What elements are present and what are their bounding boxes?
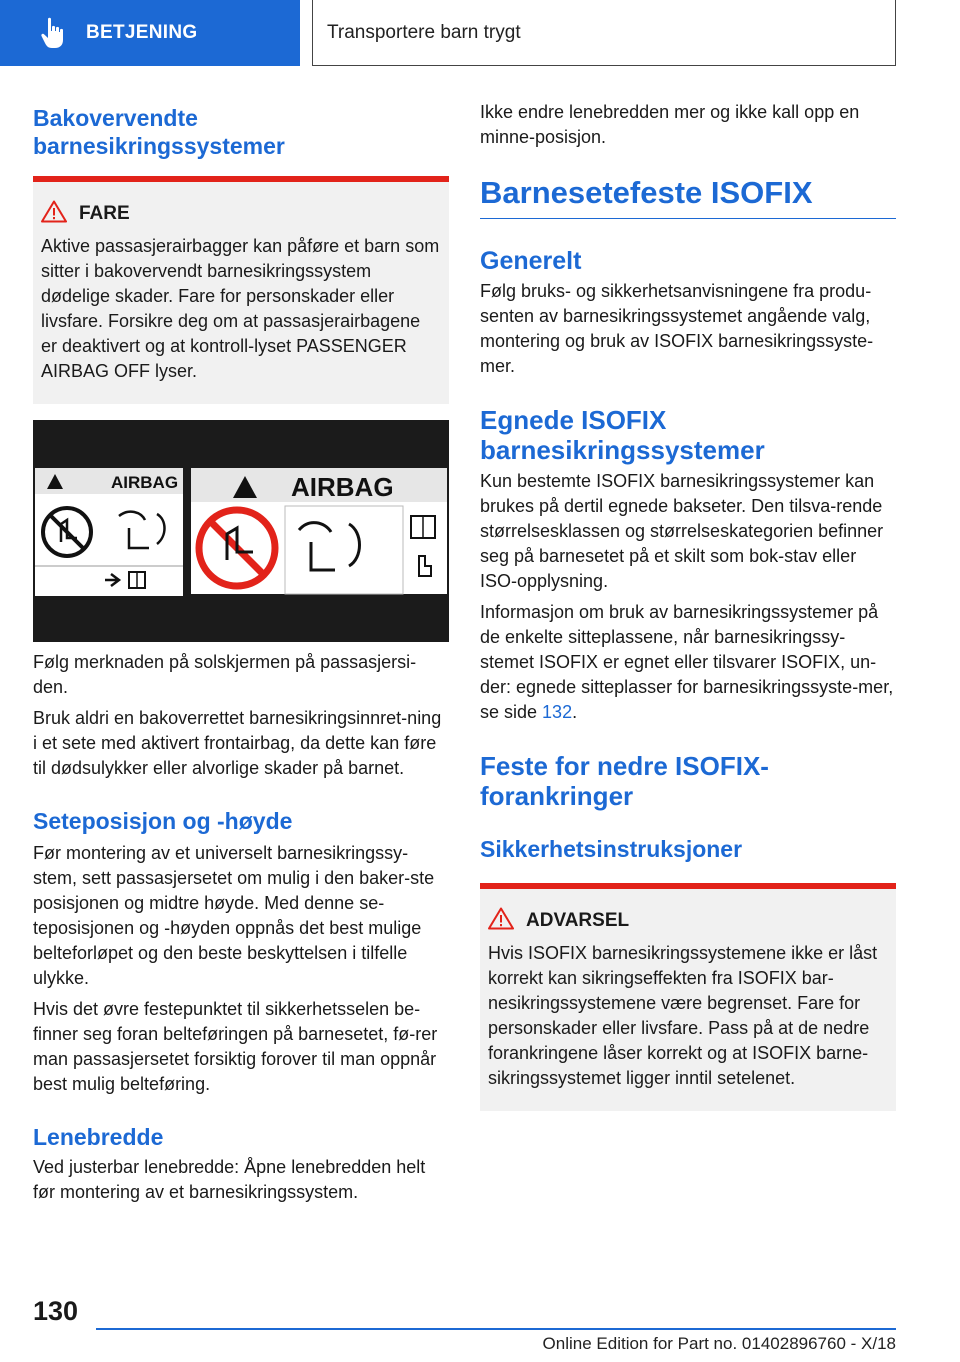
heading-egnede: Egnede ISOFIX barnesikringssystemer	[480, 405, 765, 465]
paragraph-informasjon: Informasjon om bruk av barnesikringssystemer på de enkelte sitteplassene, når barnesikringssy-stemet ISOFIX er egnet eller tilsvarer ISOFIX, un-der: egnede sitteplasser for barnesikringssyste-mer, se side 132.	[480, 602, 894, 722]
heading-generelt: Generelt	[480, 247, 582, 275]
chapter-title: Transportere barn trygt	[327, 21, 521, 43]
warning-triangle-icon	[41, 200, 67, 228]
hand-pointer-icon	[36, 15, 72, 51]
footer-divider	[96, 1328, 896, 1330]
heading-feste: Feste for nedre ISOFIX-forankringer	[480, 751, 769, 811]
airbag-small-label: AIRBAG	[111, 473, 179, 492]
section-tab[interactable]	[0, 0, 300, 66]
advarsel-title: ADVARSEL	[526, 910, 630, 931]
page-number: 130	[33, 1296, 79, 1326]
airbag-label-figure	[33, 420, 449, 642]
paragraph-informasjon-text: Informasjon om bruk av barnesikringssystemer på de enkelte sitteplassene, når barnesikringssy-stemet ISOFIX er egnet eller tilsvarer ISOFIX, un-der: egnede sitteplasser for barnesikringssyste-mer, se side	[480, 602, 894, 722]
airbag-label-illustration	[33, 420, 449, 642]
chapter-header	[312, 0, 896, 66]
page-link-132[interactable]: 132	[542, 702, 573, 722]
danger-box	[33, 176, 449, 404]
heading-sikkerhet: Sikkerhetsinstruksjoner	[480, 836, 743, 862]
left-column	[33, 100, 449, 1205]
warning-triangle-icon	[488, 907, 514, 935]
danger-text: Aktive passasjerairbagger kan påføre et barn som sitter i bakovervendt barnesikringssystem dødelige skader. Fare for personskader eller livsfare. Forsikre deg om at passasjerairbagene er deaktivert og at kontroll-lyset PASSENGER AIRBAG OFF lyser.	[41, 236, 440, 381]
danger-title: FARE	[79, 203, 130, 224]
paragraph-lenebredde: Ved justerbar lenebredde: Åpne lenebredden helt før montering av et barnesikringssystem.	[33, 1157, 426, 1202]
paragraph-montering: Før montering av et universelt barnesikringssy-stem, sett passasjersetet om mulig i den baker-ste posisjonen og midtre høyde. Med denne se-teposisjonen og -høyden oppnås det best mulige belteforløpet og den beste beskyttelsen i tilfelle ulykke.	[33, 843, 435, 988]
paragraph-minne-posisjon: Ikke endre lenebredden mer og ikke kall opp en minne-posisjon.	[480, 102, 860, 147]
right-column	[480, 100, 896, 1111]
heading-bakovervendte: Bakovervendte barnesikringssystemer	[33, 105, 285, 159]
section-label: BETJENING	[86, 22, 198, 43]
heading-lenebredde: Lenebredde	[33, 1124, 164, 1150]
heading-isofix: Barnesetefeste ISOFIX	[480, 174, 896, 219]
edition-text: Online Edition for Part no. 01402896760 - X/18	[542, 1334, 896, 1353]
paragraph-egnede: Kun bestemte ISOFIX barnesikringssystemer kan brukes på dertil egnede bakseter. Den tilsva-rende størrelsesklassen og størrelseskategorien befinner seg på barnesetet på et skilt som bok-stav eller ISO-opplysning.	[480, 471, 884, 591]
paragraph-generelt: Følg bruks- og sikkerhetsanvisningene fra produ-senten av barnesikringssystemet angående valg, montering og bruk av ISOFIX barnesikringssyste-mer.	[480, 281, 874, 376]
paragraph-bakoverrettet: Bruk aldri en bakoverrettet barnesikringsinnret-ning i et sete med aktivert frontairbag, da dette kan føre til dødsulykker eller alvorlige skader på barnet.	[33, 708, 442, 778]
heading-seteposisjon: Seteposisjon og -høyde	[33, 808, 293, 834]
paragraph-solskjerm: Følg merknaden på solskjermen på passasjersi-den.	[33, 652, 417, 697]
advarsel-box	[480, 883, 896, 1111]
advarsel-text: Hvis ISOFIX barnesikringssystemene ikke er låst korrekt kan sikringseffekten fra ISOFIX bar-nesikringssystemene være begrenset. Fare for personskader eller livsfare. Pass på at de nedre forankringene låser korrekt og at ISOFIX barne-sikringssystemet ligger inntil setelenet.	[488, 943, 878, 1088]
paragraph-festepunkt: Hvis det øvre festepunktet til sikkerhetsselen be-finner seg foran belteføringen på barnesetet, fø-rer man passasjersetet forsiktig forover til man oppnår best mulig belteføring.	[33, 999, 438, 1094]
airbag-large-label: AIRBAG	[291, 472, 394, 502]
